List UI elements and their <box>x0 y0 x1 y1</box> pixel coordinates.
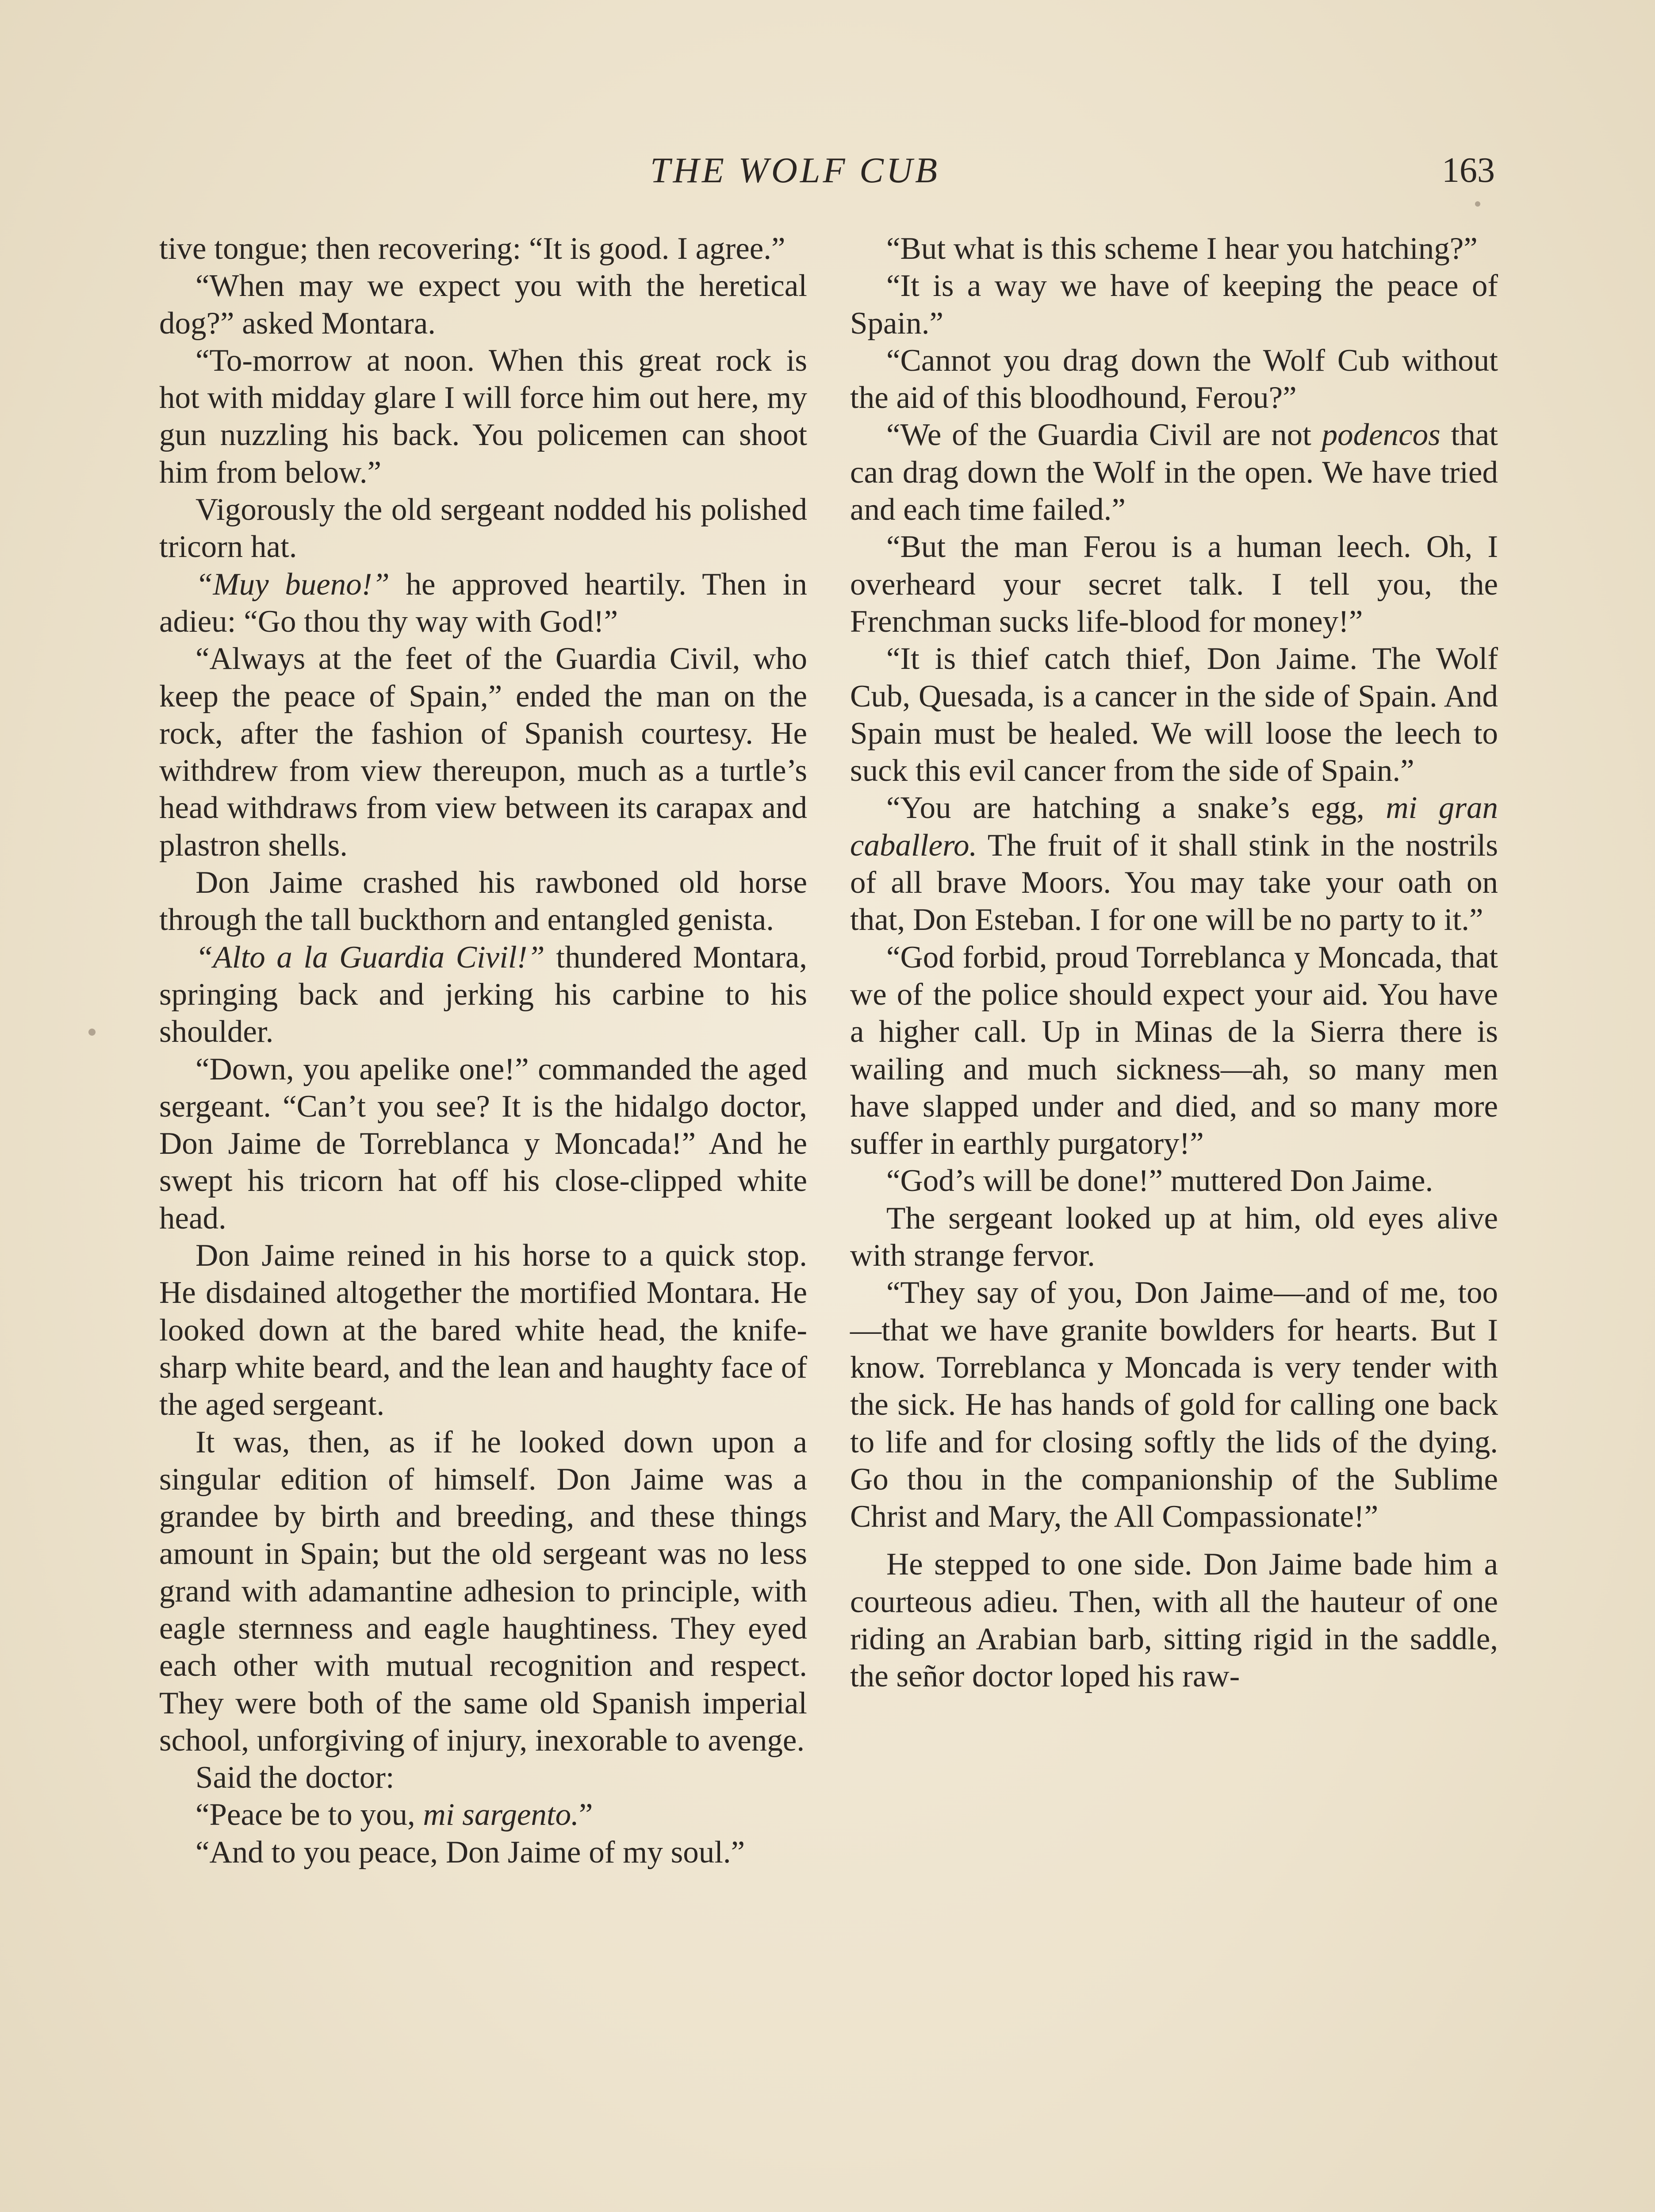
paragraph: It was, then, as if he looked down upon a singular edition of himself. Don Jaime was a grandee by birth and breeding, and these things amount in Spain; but the old sergeant was no less grand with adamantine adhesion to principle, with eagle sternness and eagle haughtiness. They eyed each other with mutual recognition and respect. They were both of the same old Spanish imperial school, unforgiving of injury, inexorable to avenge. <box>159 1425 807 1758</box>
paragraph: “But the man Ferou is a human leech. Oh, I overheard your secret talk. I tell you, the Frenchman sucks life-blood for money!” <box>850 530 1498 639</box>
paragraph: “And to you peace, Don Jaime of my soul.” <box>195 1835 745 1870</box>
paragraph: “Peace be to you, mi sargento.” <box>195 1797 593 1832</box>
running-title: THE WOLF CUB <box>650 150 940 190</box>
paragraph: “They say of you, Don Jaime—and of me, too—that we have granite bowlders for hearts. But I know. Torreblanca y Moncada is very tender with the sick. He has hands of gold for calling one back to life and for closing softly the lids of the dying. Go thou in the companionship of the Sublime Christ and Mary, the All Compassionate!” <box>850 1275 1498 1534</box>
paragraph: Said the doctor: <box>195 1760 395 1795</box>
paragraph: Don Jaime reined in his horse to a quick stop. He disdained altogether the mortified Montara. He looked down at the bared white head, the knife-sharp white beard, and the lean and haughty face of the aged sergeant. <box>159 1238 807 1422</box>
paragraph: “Cannot you drag down the Wolf Cub without the aid of this bloodhound, Ferou?” <box>850 343 1498 415</box>
left-column <box>159 230 807 1871</box>
paragraph: “God forbid, proud Torreblanca y Moncada, that we of the police should expect your aid. You have a higher call. Up in Minas de la Sierra there is wailing and much sickness—ah, so many men have slapped under and died, and so many more suffer in earthly purgatory!” <box>850 940 1498 1161</box>
paragraph: “Always at the feet of the Guardia Civil, who keep the peace of Spain,” ended the man on the rock, after the fashion of Spanish courtesy. He withdrew from view thereupon, much as a turtle’s head withdraws from view between its carapax and plastron shells. <box>159 641 807 863</box>
paragraph: “God’s will be done!” muttered Don Jaime. <box>886 1164 1433 1198</box>
paragraph: “It is thief catch thief, Don Jaime. The Wolf Cub, Quesada, is a cancer in the side of Spain. And Spain must be healed. We will loose the leech to suck this evil cancer from the side of Spain.” <box>850 641 1498 788</box>
paragraph: Don Jaime crashed his rawboned old horse through the tall buckthorn and entangled genista. <box>159 865 807 937</box>
paragraph: “Alto a la Guardia Civil!” thundered Montara, springing back and jerking his carbine to his shoulder. <box>159 940 807 1049</box>
paragraph: “We of the Guardia Civil are not podencos that can drag down the Wolf in the open. We have tried and each time failed.” <box>850 418 1498 527</box>
paragraph: “To-morrow at noon. When this great rock is hot with midday glare I will force him out here, my gun nuzzling his back. You policemen can shoot him from below.” <box>159 343 807 490</box>
right-column <box>850 230 1498 1695</box>
paragraph: “You are hatching a snake’s egg, mi gran caballero. The fruit of it shall stink in the nostrils of all brave Moors. You may take your oath on that, Don Esteban. I for one will be no party to it.” <box>850 791 1498 937</box>
paragraph: “When may we expect you with the heretical dog?” asked Montara. <box>159 269 807 341</box>
paragraph: tive tongue; then recovering: “It is good. I agree.” <box>159 231 785 266</box>
paragraph: The sergeant looked up at him, old eyes alive with strange fervor. <box>850 1201 1498 1273</box>
page-number: 163 <box>1442 151 1495 190</box>
paragraph: “Muy bueno!” he approved heartily. Then in adieu: “Go thou thy way with God!” <box>159 567 807 639</box>
paragraph: “Down, you apelike one!” commanded the aged sergeant. “Can’t you see? It is the hidalgo doctor, Don Jaime de Torreblanca y Moncada!” And he swept his tricorn hat off his close-clipped white head. <box>159 1052 807 1236</box>
paragraph: “But what is this scheme I hear you hatching?” <box>886 231 1478 266</box>
paper-speck <box>1475 201 1480 207</box>
paragraph: Vigorously the old sergeant nodded his polished tricorn hat. <box>159 492 807 565</box>
running-head <box>0 146 1655 195</box>
paragraph: He stepped to one side. Don Jaime bade him a courteous adieu. Then, with all the hauteur of one riding an Arabian barb, sitting rigid in the saddle, the señor doctor loped his raw- <box>850 1547 1498 1694</box>
paper-speck <box>88 1029 96 1036</box>
paragraph: “It is a way we have of keeping the peace of Spain.” <box>850 269 1498 341</box>
